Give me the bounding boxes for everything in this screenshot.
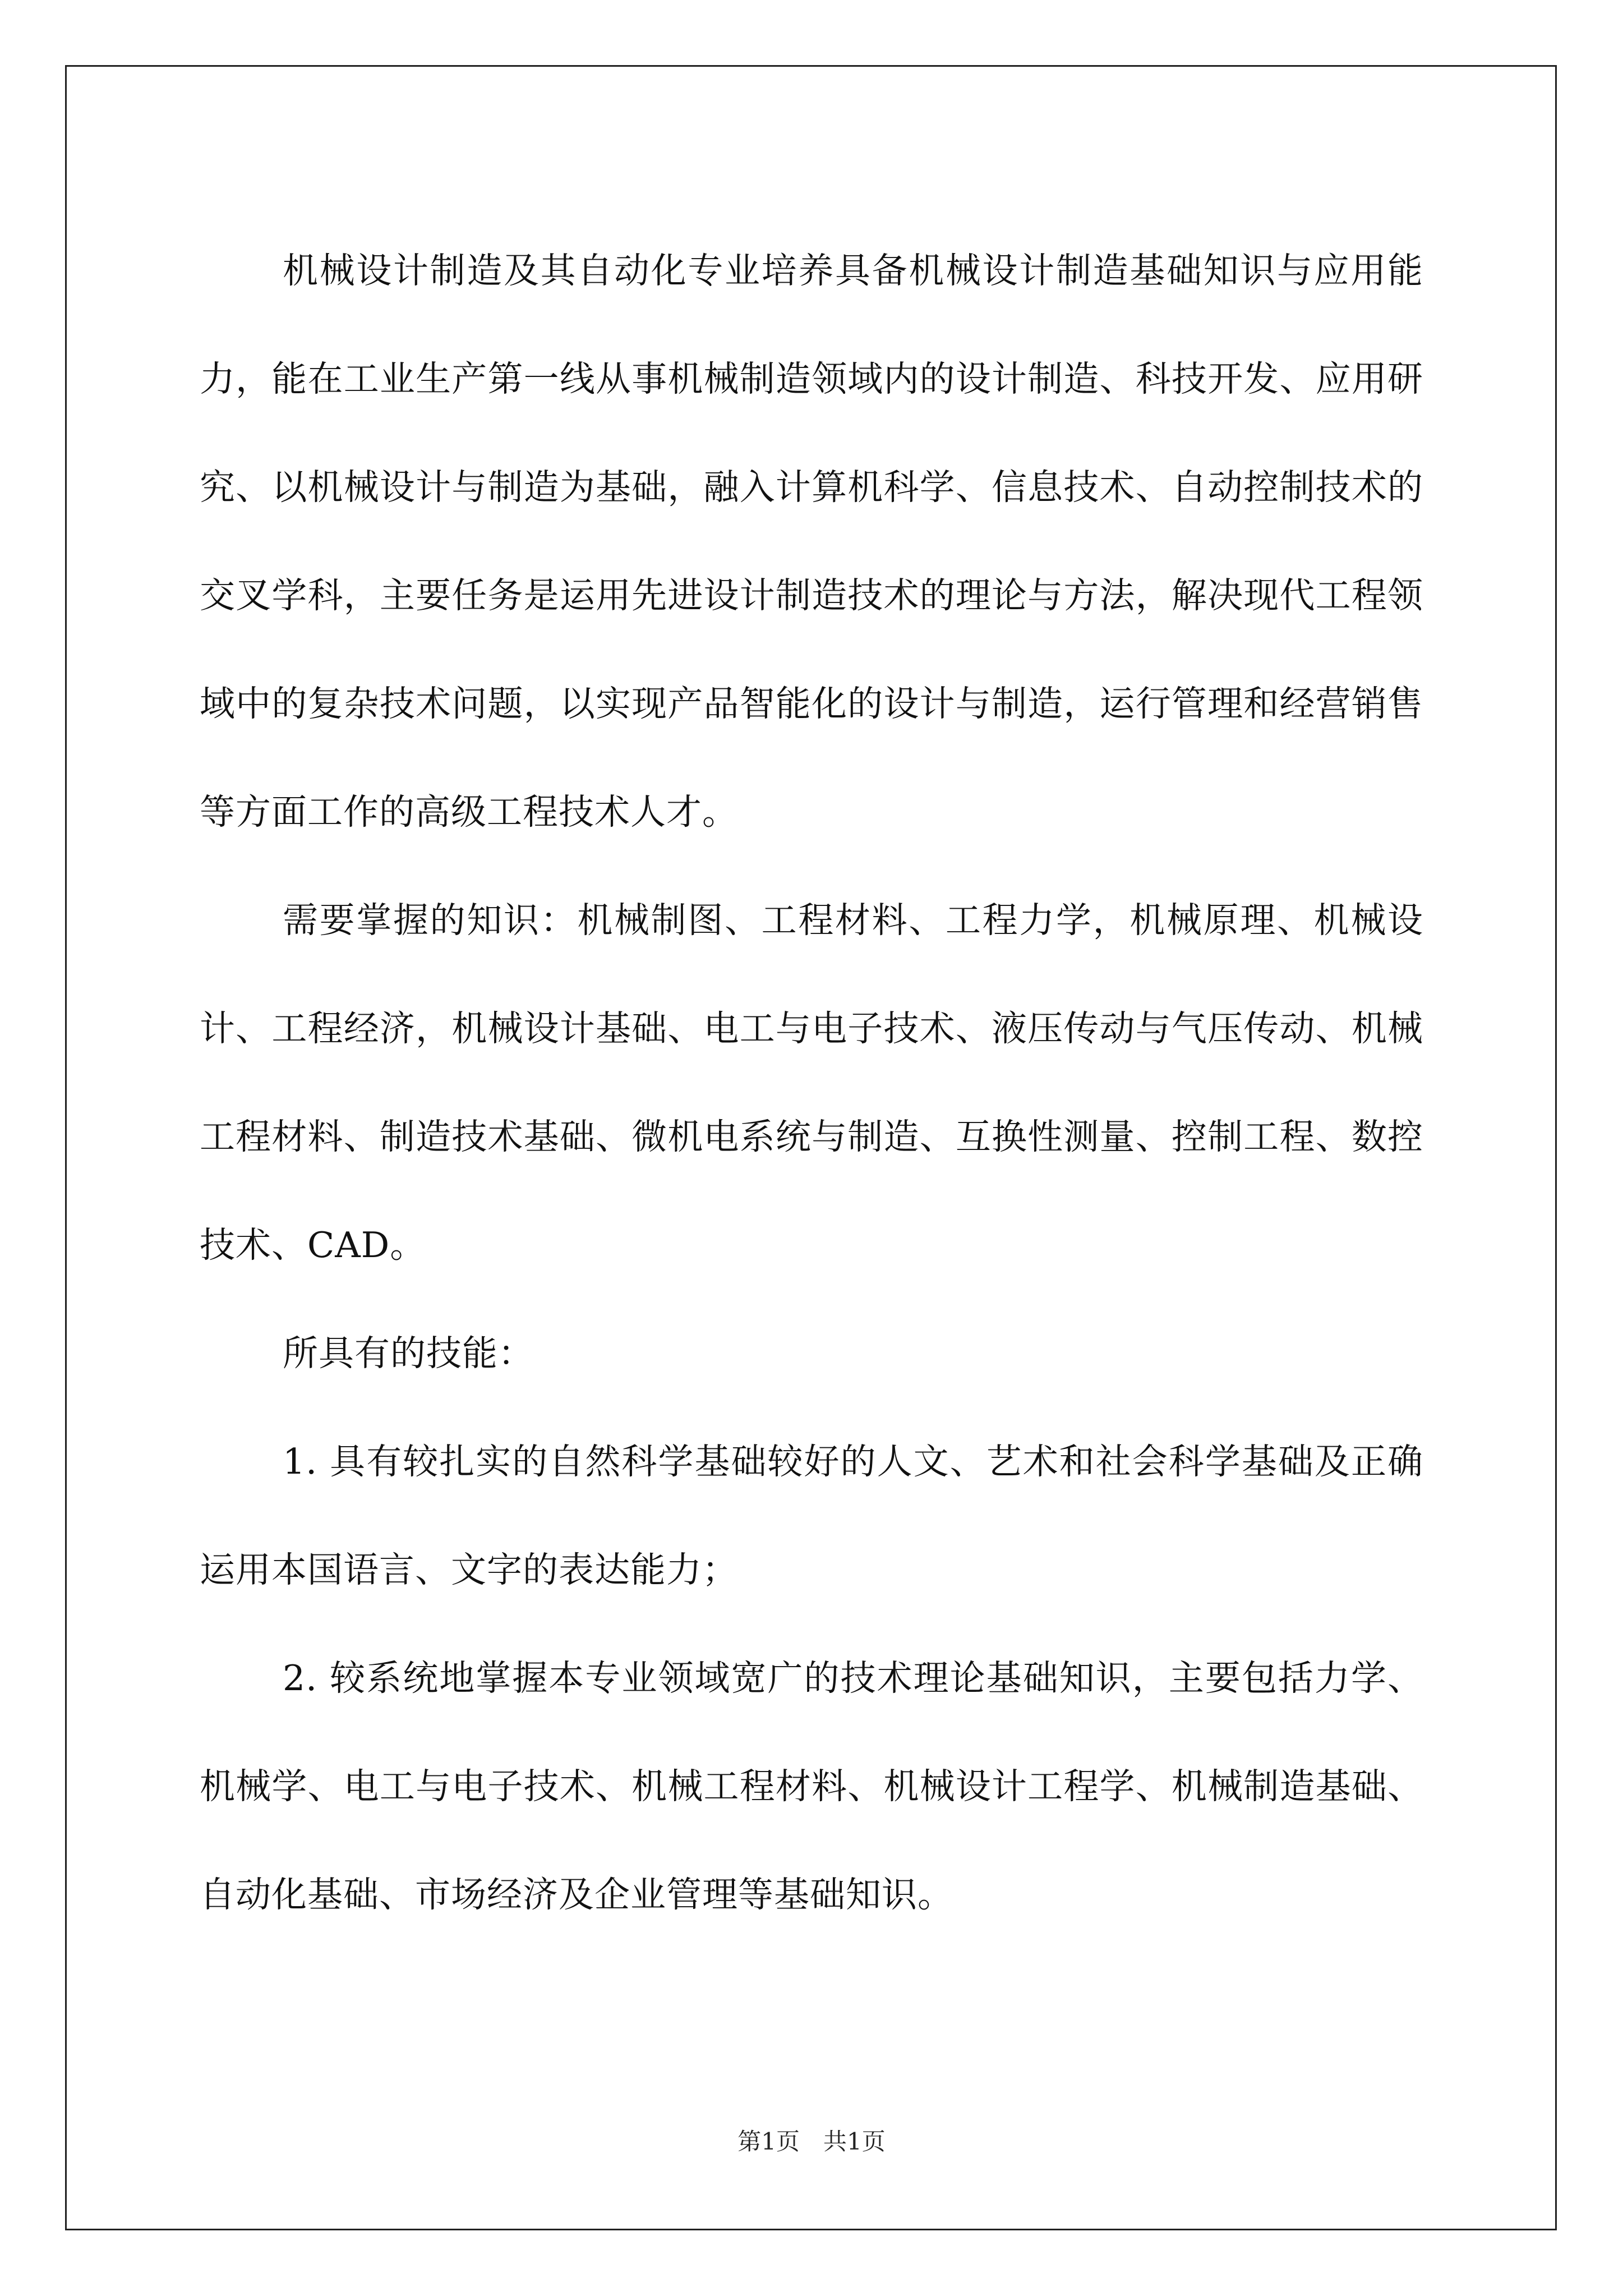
document-body bbox=[200, 217, 1423, 1949]
paragraph-intro: 机械设计制造及其自动化专业培养具备机械设计制造基础知识与应用能力，能在工业生产第一线从事机械制造领域内的设计制造、科技开发、应用研究、以机械设计与制造为基础，融入计算机科学、信息技术、自动控制技术的交叉学科，主要任务是运用先进设计制造技术的理论与方法，解决现代工程领域中的复杂技术问题，以实现产品智能化的设计与制造，运行管理和经营销售等方面工作的高级工程技术人才。 bbox=[200, 250, 1423, 832]
paragraph-skill-2: 2. 较系统地掌握本专业领域宽广的技术理论基础知识，主要包括力学、机械学、电工与电子技术、机械工程材料、机械设计工程学、机械制造基础、自动化基础、市场经济及企业管理等基础知识。 bbox=[200, 1658, 1423, 1915]
page-number-footer: 第1页 共1页 bbox=[737, 2128, 886, 2155]
paragraph-skill-1: 1. 具有较扎实的自然科学基础较好的人文、艺术和社会科学基础及正确运用本国语言、文字的表达能力； bbox=[200, 1441, 1423, 1590]
paragraph-knowledge: 需要掌握的知识：机械制图、工程材料、工程力学，机械原理、机械设计、工程经济，机械设计基础、电工与电子技术、液压传动与气压传动、机械工程材料、制造技术基础、微机电系统与制造、互换性测量、控制工程、数控技术、CAD。 bbox=[200, 900, 1423, 1266]
paragraph-skills-heading: 所具有的技能： bbox=[283, 1333, 534, 1374]
